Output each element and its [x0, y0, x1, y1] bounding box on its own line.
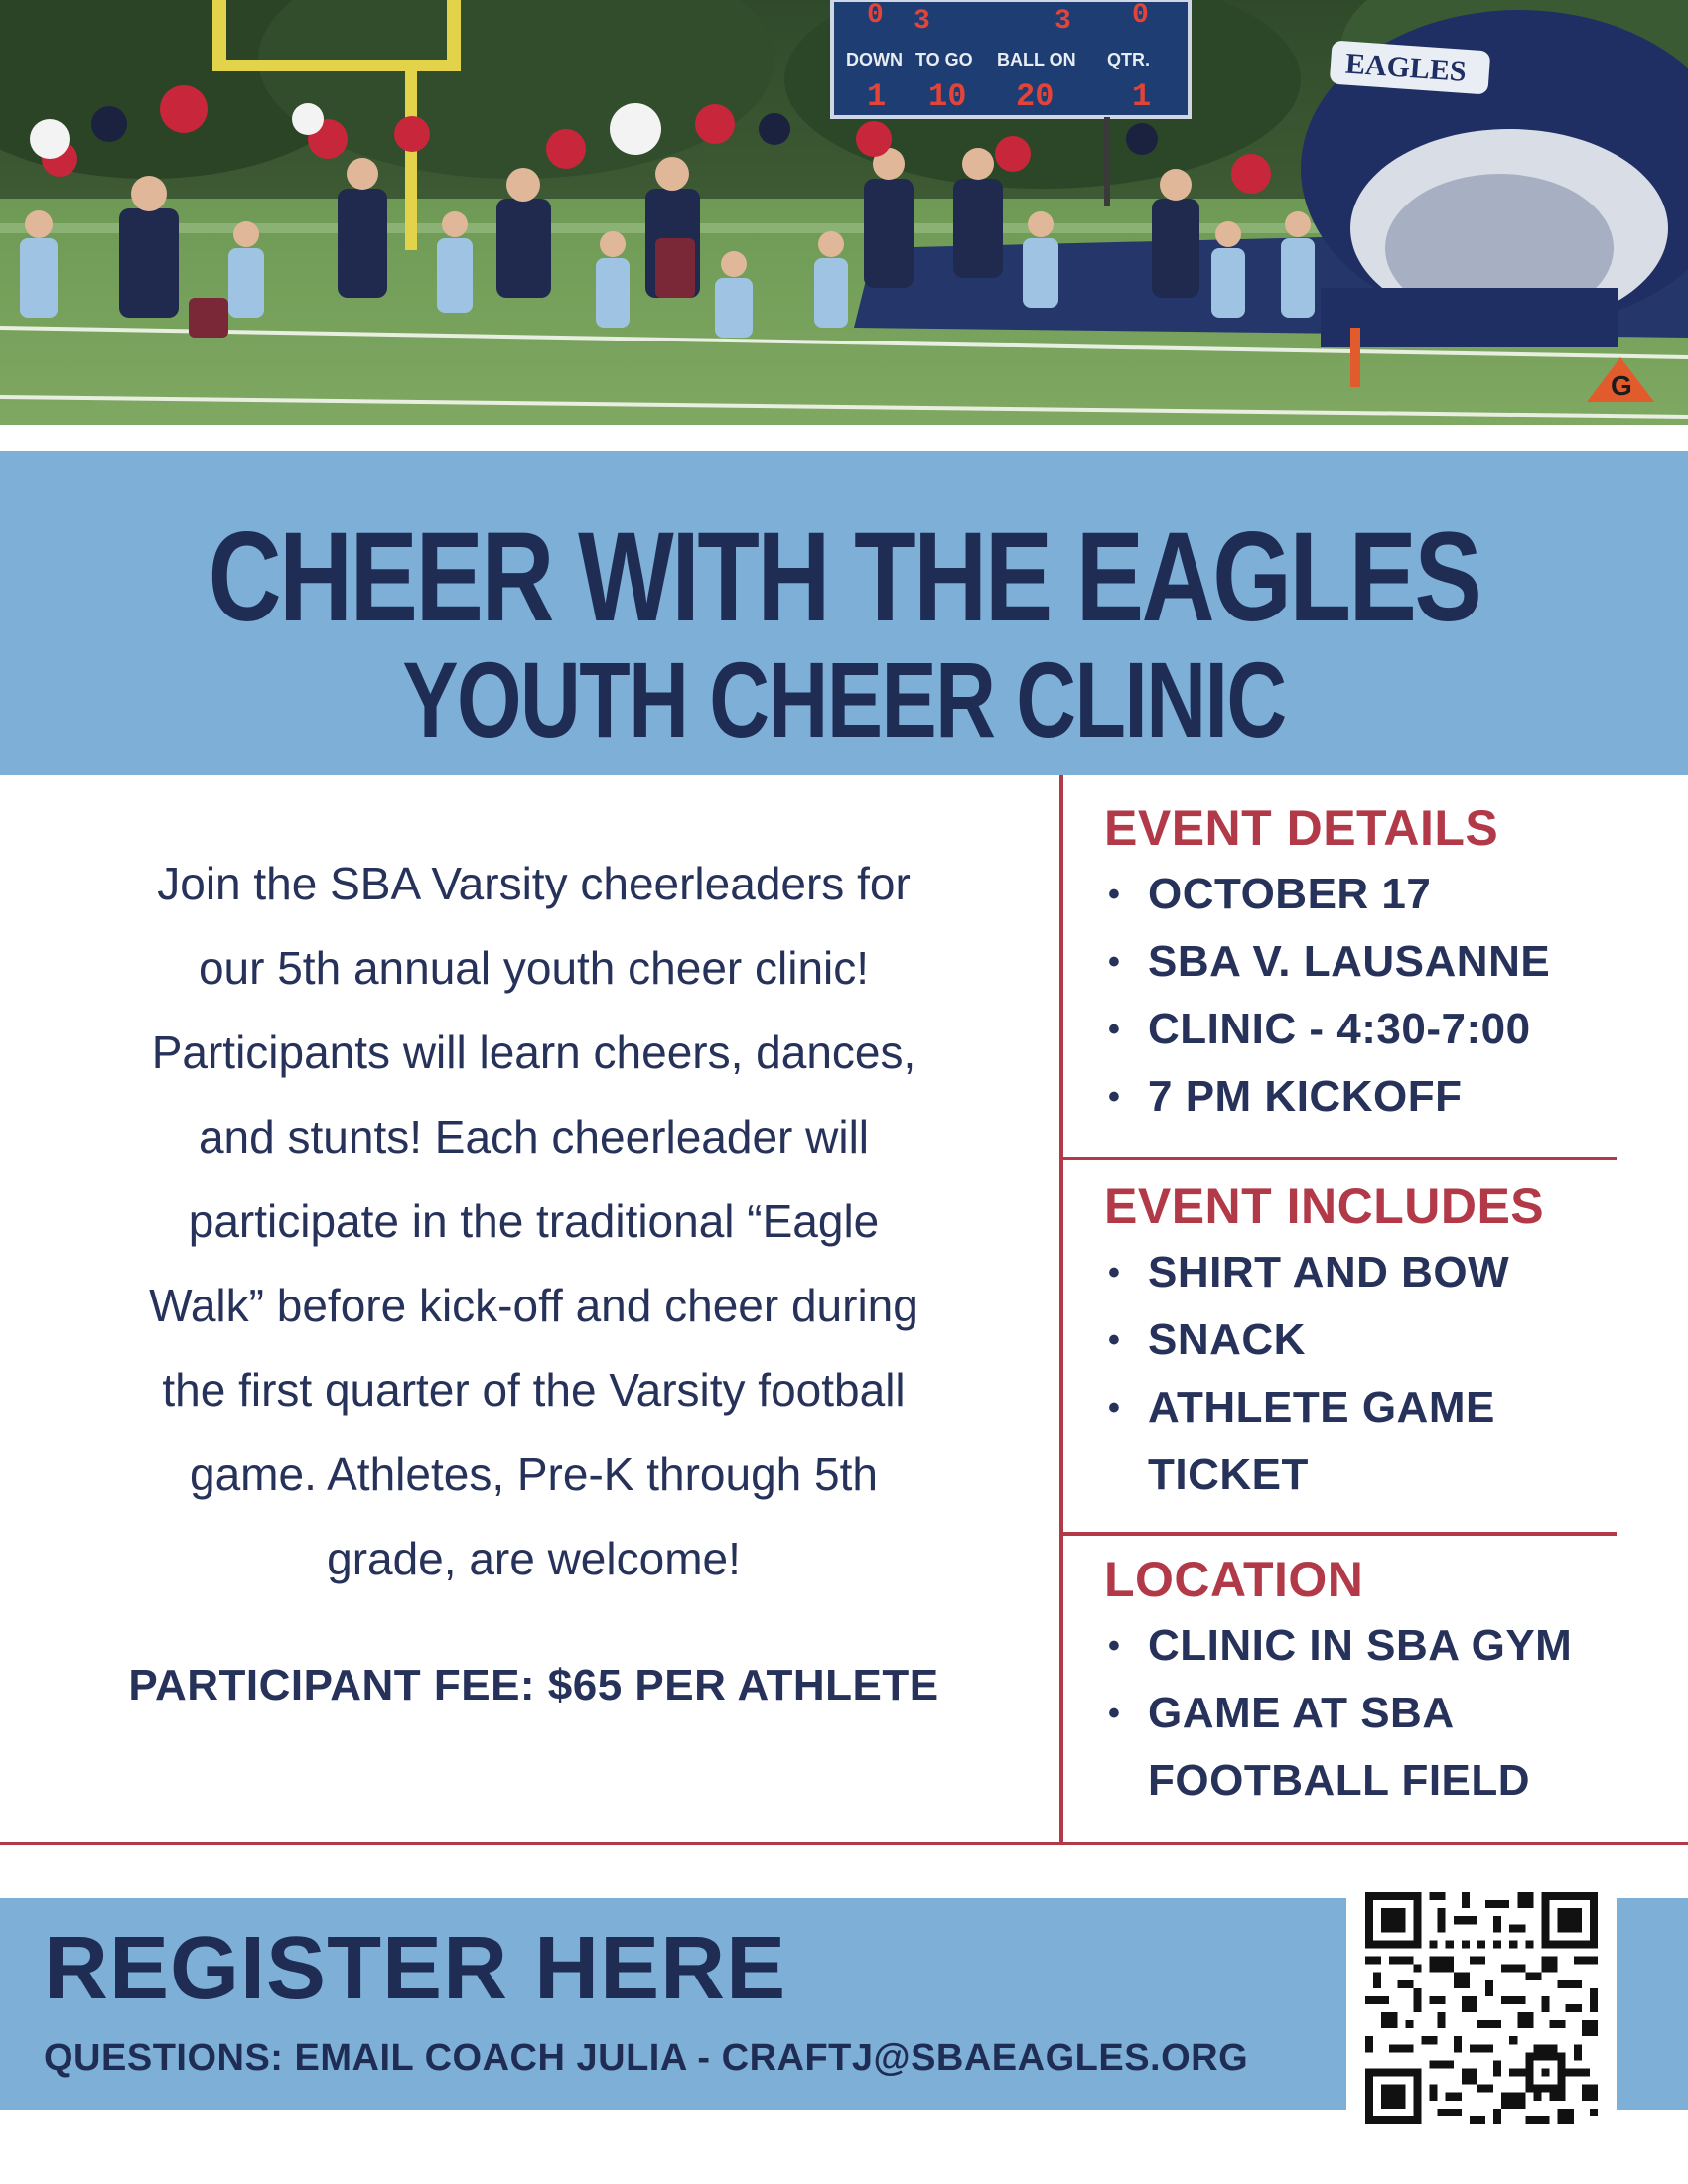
svg-text:3: 3 — [1055, 6, 1071, 37]
event-details-section — [1104, 799, 1680, 1131]
list-item — [1104, 1239, 1620, 1306]
intro-line: our 5th annual youth cheer clinic! — [198, 942, 870, 994]
list-item-text: CLINIC - 4:30-7:00 — [1148, 1005, 1531, 1053]
svg-text:0: 0 — [867, 0, 884, 31]
section-divider — [1063, 1157, 1617, 1160]
bullet-icon: • — [1108, 1011, 1121, 1048]
intro-line: Walk” before kick-off and cheer during — [149, 1280, 918, 1331]
svg-text:3: 3 — [914, 6, 930, 37]
hero-spacer — [0, 425, 1688, 451]
bullet-icon: • — [1108, 1321, 1121, 1359]
svg-text:DOWN: DOWN — [846, 50, 903, 69]
page-title: CHEER WITH THE EAGLES — [208, 506, 1480, 648]
bullet-icon: • — [1108, 1254, 1121, 1292]
list-item — [1104, 1612, 1660, 1680]
section-divider — [1063, 1532, 1617, 1536]
list-item — [1104, 1306, 1620, 1374]
list-item — [1104, 928, 1680, 996]
intro-line: participate in the traditional “Eagle — [188, 1195, 880, 1247]
svg-text:1: 1 — [1132, 78, 1152, 115]
helmet-text: EAGLES — [1343, 47, 1468, 88]
intro-line: the first quarter of the Varsity football — [162, 1364, 906, 1416]
bullet-icon: • — [1108, 1389, 1121, 1427]
list-item — [1104, 996, 1680, 1063]
svg-text:1: 1 — [867, 78, 887, 115]
list-item-text: 7 PM KICKOFF — [1148, 1072, 1463, 1121]
list-item — [1104, 1680, 1575, 1815]
qr-code-icon[interactable] — [1346, 1878, 1617, 2138]
list-item-text: OCTOBER 17 — [1148, 870, 1432, 918]
intro-line: and stunts! Each cheerleader will — [198, 1111, 870, 1162]
register-heading[interactable]: REGISTER HERE — [44, 1919, 787, 2018]
participant-fee: PARTICIPANT FEE: $65 PER ATHLETE — [128, 1661, 939, 1709]
list-item-text: SBA V. LAUSANNE — [1148, 937, 1551, 986]
bullet-icon: • — [1108, 1078, 1121, 1116]
intro-line: Participants will learn cheers, dances, — [151, 1026, 916, 1078]
list-item-text: SNACK — [1148, 1315, 1306, 1364]
column-divider — [1059, 775, 1063, 1844]
list-item-text: CLINIC IN SBA GYM — [1148, 1621, 1573, 1670]
bullet-icon: • — [1108, 1695, 1121, 1732]
svg-text:20: 20 — [1016, 78, 1055, 115]
location-section — [1104, 1551, 1680, 1815]
event-details-title: EVENT DETAILS — [1104, 800, 1499, 856]
event-details-list — [1104, 861, 1680, 1131]
footer-divider — [0, 1842, 1688, 1845]
qr-code-graphic — [1360, 1892, 1603, 2124]
svg-text:10: 10 — [928, 78, 967, 115]
event-includes-title: EVENT INCLUDES — [1104, 1178, 1545, 1234]
svg-text:0: 0 — [1132, 0, 1149, 31]
list-item-text: GAME AT SBA FOOTBALL FIELD — [1148, 1689, 1531, 1805]
list-item — [1104, 1374, 1565, 1509]
contact-email[interactable]: QUESTIONS: EMAIL COACH JULIA - CRAFTJ@SBAEAGLES.ORG — [44, 2037, 1249, 2079]
svg-text:G: G — [1611, 370, 1632, 401]
cheer-field-illustration — [0, 0, 1688, 425]
list-item-text: SHIRT AND BOW — [1148, 1248, 1510, 1297]
list-item — [1104, 1063, 1680, 1131]
svg-text:QTR.: QTR. — [1107, 50, 1150, 69]
location-list — [1104, 1612, 1660, 1815]
intro-line: grade, are welcome! — [327, 1533, 741, 1584]
hero-photo — [0, 0, 1688, 425]
bullet-icon: • — [1108, 876, 1121, 913]
list-item-text: ATHLETE GAME TICKET — [1148, 1383, 1495, 1499]
event-includes-list — [1104, 1239, 1620, 1509]
svg-text:BALL ON: BALL ON — [997, 50, 1076, 69]
event-includes-section — [1104, 1177, 1680, 1509]
bullet-icon: • — [1108, 943, 1121, 981]
intro-paragraph — [70, 842, 998, 1601]
page-subtitle: YOUTH CHEER CLINIC — [402, 639, 1286, 759]
intro-section — [70, 842, 998, 1710]
svg-text:TO GO: TO GO — [915, 50, 973, 69]
intro-line: game. Athletes, Pre-K through 5th — [190, 1448, 878, 1500]
list-item — [1104, 861, 1680, 928]
title-band — [0, 451, 1688, 775]
intro-line: Join the SBA Varsity cheerleaders for — [157, 858, 911, 909]
location-title: LOCATION — [1104, 1552, 1364, 1607]
bullet-icon: • — [1108, 1627, 1121, 1665]
